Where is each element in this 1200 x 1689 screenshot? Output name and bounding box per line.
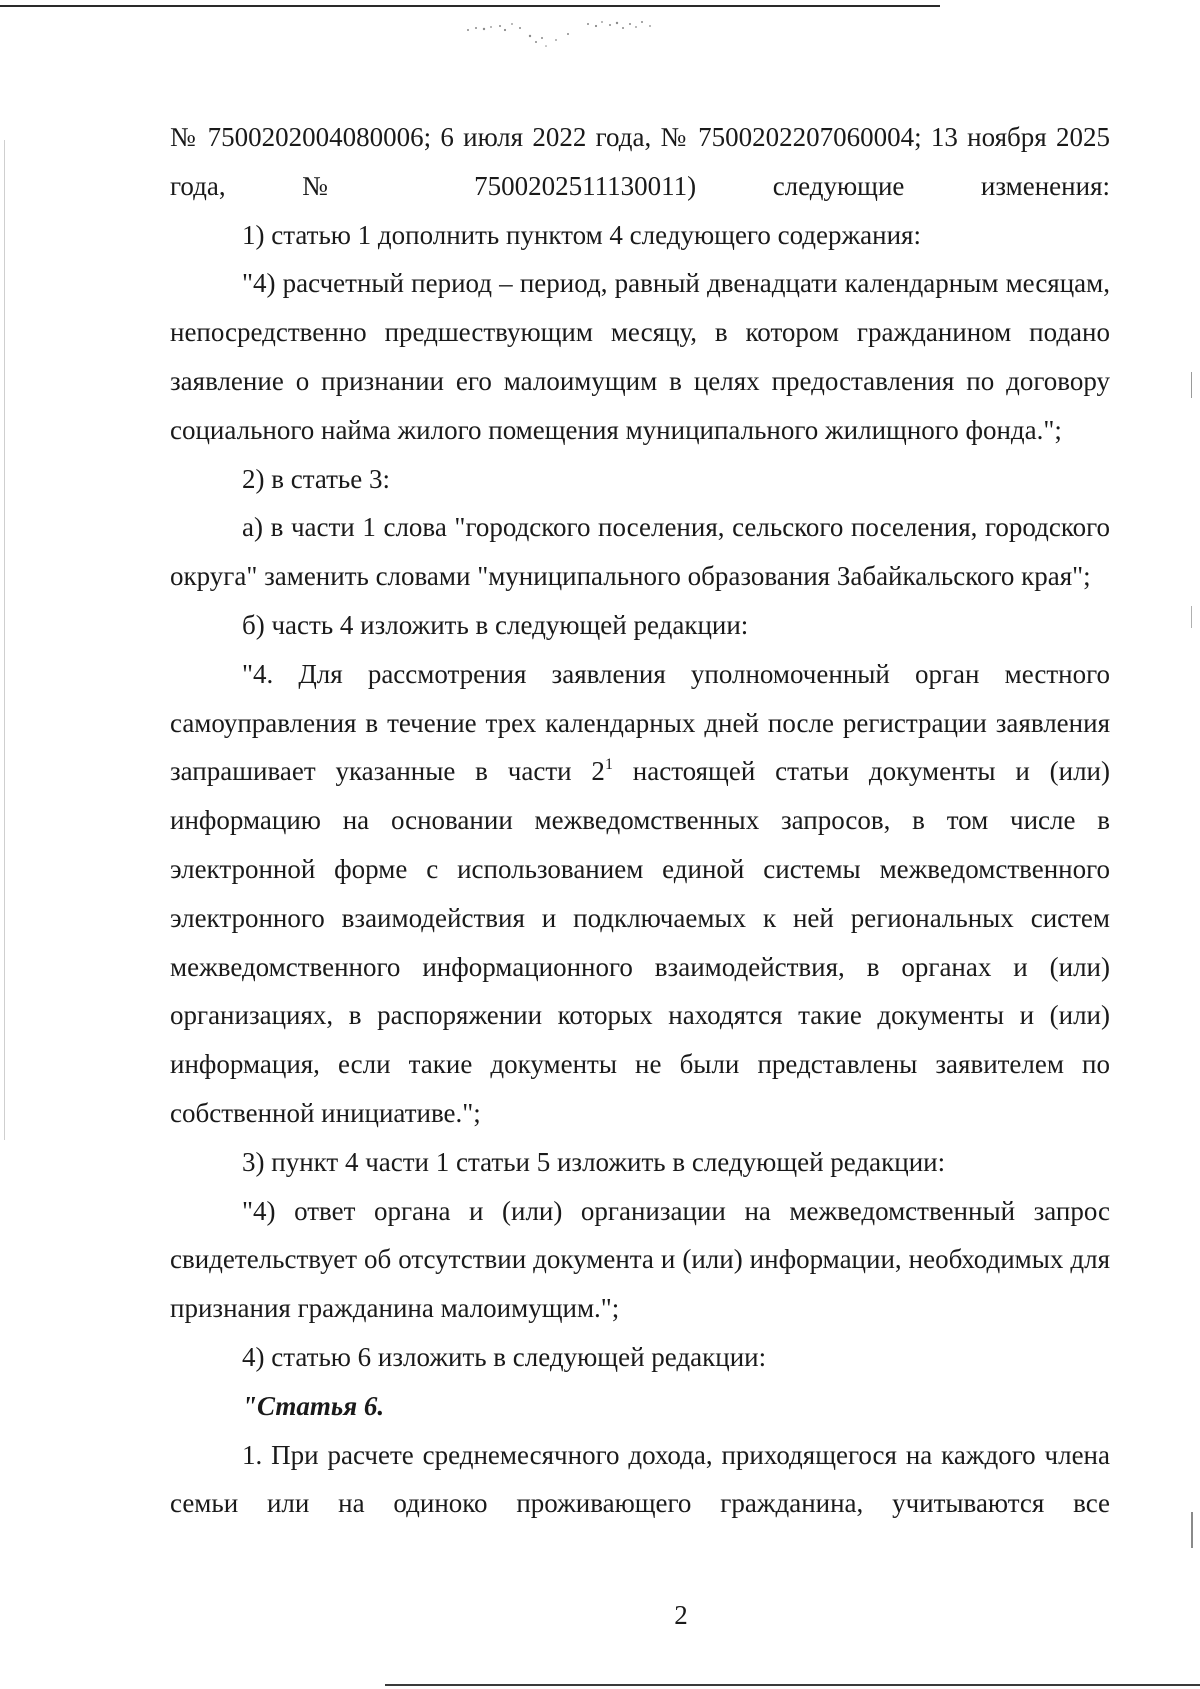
superscript-index: 1 [604,756,613,774]
scan-edge-top [0,5,940,7]
paragraph-intro: № 7500202004080006; 6 июля 2022 года, № 7500202207060004; 13 ноября 2025 года, № 7500202511130011) следующие изменения: [170,122,1110,201]
paragraph-article-6-part-1: 1. При расчете среднемесячного дохода, приходящегося на каждого члена семьи или на одиноко проживающего гражданина, учитываются все [170,1439,1110,1519]
article-title: Статья 6. [257,1390,385,1421]
scan-edge-right [1191,606,1192,628]
document-page [170,113,1110,1528]
paragraph-item-2: 2) в статье 3: [242,463,390,494]
paragraph-item-4: 4) статью 6 изложить в следующей редакции: [242,1341,767,1372]
scan-edge-right [1191,372,1192,398]
paragraph-item-2a: а) в части 1 слова "городского поселения, сельского поселения, городского округа" заменить словами "муниципального образования Забайкальского края"; [170,512,1110,592]
paragraph-item-1: 1) статью 1 дополнить пунктом 4 следующего содержания: [242,219,921,250]
paragraph-text: "4. Для рассмотрения заявления уполномоченный орган местного самоуправления в течение трех календарных дней после регистрации заявления запрашивает указанные в части 2 [170,658,1110,787]
paragraph-text: настоящей статьи документы и (или) информацию на основании межведомственных запросов, в том числе в электронной форме с использованием единой системы межведомственного электронного взаимодействия и подключаемых к ней региональных систем межведомственного информационного взаимодействия, в органах и (или) организациях, в распоряжении которых находятся такие документы и (или) информация, если такие документы не были представлены заявителем по собственной инициативе."; [170,756,1111,1128]
page-number: 2 [674,1600,688,1630]
paragraph-item-2b: б) часть 4 изложить в следующей редакции: [242,609,749,640]
quote-mark: " [242,1390,257,1421]
scan-edge-left [4,140,5,1140]
paragraph-item-1-quote: "4) расчетный период – период, равный двенадцати календарным месяцам, непосредственно предшествующим месяцу, в котором гражданином подано заявление о признании его малоимущим в целях предоставления по договору социального найма жилого помещения муниципального жилищного фонда."; [170,268,1110,445]
paragraph-item-2b-quote [170,650,1110,1138]
scan-speckle-noise [460,16,700,52]
paragraph-item-3-quote: "4) ответ органа и (или) организации на межведомственный запрос свидетельствует об отсутствии документа и (или) информации, необходимых для признания гражданина малоимущим."; [170,1195,1110,1324]
paragraph-item-3: 3) пункт 4 части 1 статьи 5 изложить в следующей редакции: [242,1146,946,1177]
scan-edge-bottom [385,1684,1200,1686]
article-heading [170,1382,1110,1431]
scan-edge-right [1191,1512,1193,1548]
